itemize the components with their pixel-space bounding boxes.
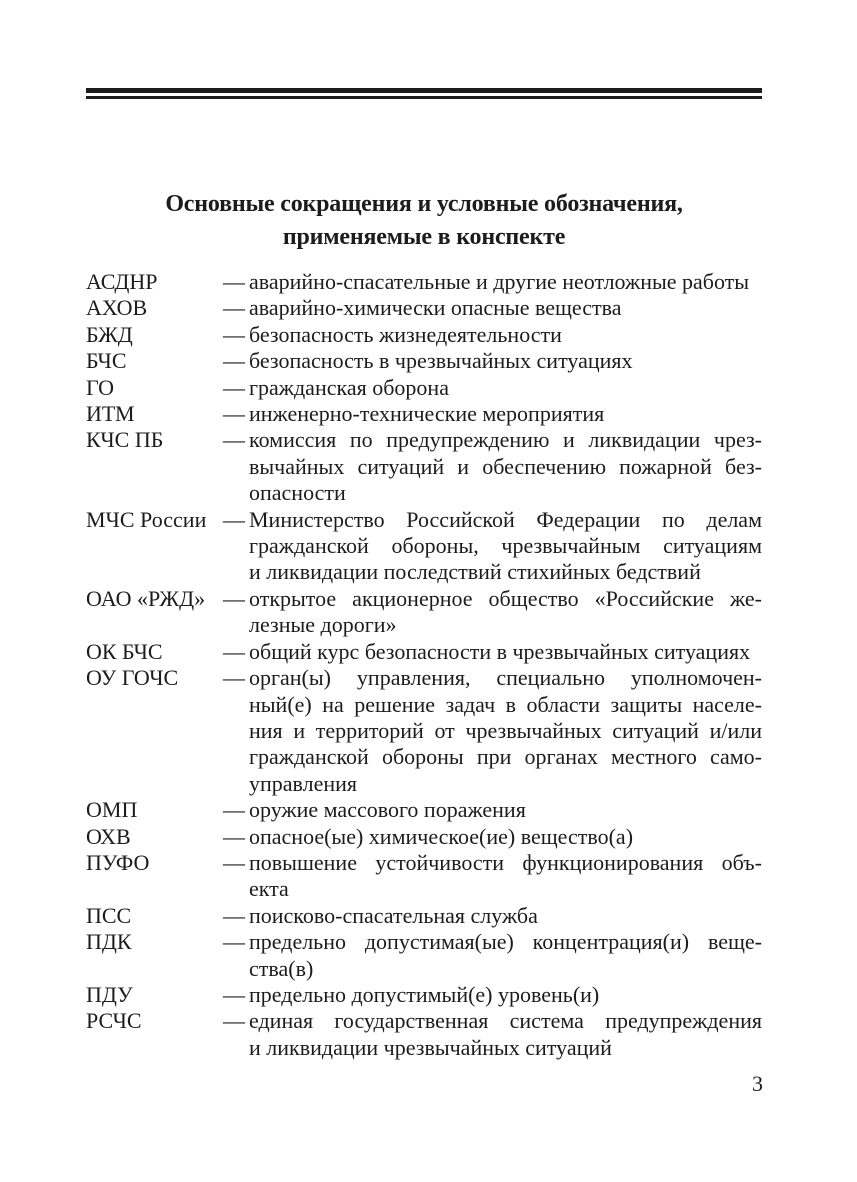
- definition-line: общий курс безопасности в чрезвычайных ситуациях: [249, 638, 751, 664]
- definition-line: оружие массового поражения: [249, 797, 526, 823]
- abbreviation-term: ОУ ГОЧС: [86, 665, 179, 691]
- title-line: применяемые в конспекте: [282, 223, 566, 250]
- dash-separator: —: [223, 427, 245, 453]
- definition-line: и ликвидации чрезвычайных ситуаций: [249, 1034, 612, 1060]
- definition-line: единая государственная система предупреждения: [249, 1008, 762, 1034]
- abbreviation-entry: [86, 929, 762, 982]
- abbreviation-term: КЧС ПБ: [86, 427, 164, 453]
- abbreviation-entry: [86, 824, 762, 850]
- decorative-double-rule: [86, 88, 762, 99]
- abbreviation-definition: [249, 929, 762, 982]
- abbreviation-entry: [86, 427, 762, 506]
- dash-separator: —: [223, 823, 245, 849]
- abbreviation-term: АХОВ: [86, 295, 148, 321]
- definition-line: ный(е) на решение задач в области защиты населе-: [249, 691, 762, 717]
- abbreviation-list: [86, 269, 762, 1061]
- abbreviation-term: ОХВ: [86, 823, 131, 849]
- abbreviation-entry: [86, 401, 762, 427]
- abbreviation-term: ПДК: [86, 929, 132, 955]
- page-title: [86, 188, 762, 253]
- abbreviation-entry: [86, 586, 762, 639]
- abbreviation-term: ОК БЧС: [86, 638, 163, 664]
- abbreviation-term: ОАО «РЖД»: [86, 585, 206, 611]
- title-line: Основные сокращения и условные обозначения,: [165, 191, 683, 217]
- definition-line: лезные дороги»: [249, 612, 397, 638]
- definition-line: орган(ы) управления, специально уполномочен-: [249, 665, 762, 691]
- abbreviation-definition: [249, 348, 762, 374]
- abbreviation-term: БЧС: [86, 348, 127, 374]
- definition-line: опасности: [249, 480, 346, 506]
- abbreviation-term: МЧС России: [86, 506, 207, 532]
- abbreviation-term: ПУФО: [86, 849, 150, 875]
- definition-line: безопасность в чрезвычайных ситуациях: [249, 348, 633, 374]
- dash-separator: —: [223, 506, 245, 532]
- dash-separator: —: [223, 269, 245, 294]
- abbreviation-entry: [86, 903, 762, 929]
- dash-separator: —: [223, 797, 245, 823]
- abbreviation-term: ОМП: [86, 797, 138, 823]
- dash-separator: —: [223, 374, 245, 400]
- dash-separator: —: [223, 981, 245, 1007]
- abbreviation-entry: [86, 982, 762, 1008]
- dash-separator: —: [223, 849, 245, 875]
- definition-line: аварийно-спасательные и другие неотложные работы: [249, 269, 750, 294]
- abbreviation-term: ГО: [86, 374, 115, 400]
- abbreviation-entry: [86, 665, 762, 797]
- definition-line: гражданская оборона: [249, 374, 449, 400]
- abbreviation-definition: [249, 322, 762, 348]
- definition-line: ния и территорий от чрезвычайных ситуаций и/или: [249, 717, 762, 743]
- abbreviation-definition: [249, 1008, 762, 1061]
- definition-line: Министерство Российской Федерации по делам: [249, 506, 762, 532]
- definition-line: поисково-спасательная служба: [249, 902, 538, 928]
- abbreviation-definition: [249, 982, 762, 1008]
- definition-line: открытое акционерное общество «Российские же-: [249, 585, 762, 611]
- abbreviation-term: ИТМ: [86, 401, 135, 427]
- dash-separator: —: [223, 348, 245, 374]
- rule-thin-line: [86, 96, 762, 99]
- abbreviation-definition: [249, 401, 762, 427]
- abbreviation-definition: [249, 375, 762, 401]
- definition-line: гражданской обороны, чрезвычайным ситуациям: [249, 533, 762, 559]
- abbreviation-definition: [249, 295, 762, 321]
- definition-line: ства(в): [249, 955, 314, 981]
- definition-line: повышение устойчивости функционирования объ-: [249, 849, 762, 875]
- page-number: 3: [752, 1071, 763, 1096]
- definition-line: предельно допустимая(ые) концентрация(и) веще-: [249, 929, 762, 955]
- dash-separator: —: [223, 321, 245, 347]
- dash-separator: —: [223, 1008, 245, 1034]
- dash-separator: —: [223, 295, 245, 321]
- definition-line: инженерно-технические мероприятия: [249, 401, 605, 427]
- definition-line: безопасность жизнедеятельности: [249, 321, 562, 347]
- definition-line: гражданской обороны при органах местного само-: [249, 744, 762, 770]
- dash-separator: —: [223, 665, 245, 691]
- abbreviation-term: ПСС: [86, 902, 132, 928]
- abbreviation-definition: [249, 427, 762, 506]
- abbreviation-definition: [249, 797, 762, 823]
- abbreviation-definition: [249, 586, 762, 639]
- definition-line: управления: [249, 770, 358, 796]
- abbreviation-term: АСДНР: [86, 269, 158, 294]
- abbreviation-term: БЖД: [86, 321, 133, 347]
- definition-line: екта: [249, 876, 289, 902]
- abbreviation-entry: [86, 322, 762, 348]
- definition-line: аварийно-химически опасные вещества: [249, 295, 622, 321]
- abbreviation-entry: [86, 797, 762, 823]
- dash-separator: —: [223, 902, 245, 928]
- abbreviation-definition: [249, 850, 762, 903]
- dash-separator: —: [223, 401, 245, 427]
- definition-line: опасное(ые) химическое(ие) вещество(а): [249, 823, 634, 849]
- dash-separator: —: [223, 929, 245, 955]
- abbreviation-entry: [86, 375, 762, 401]
- abbreviation-definition: [249, 507, 762, 586]
- definition-line: комиссия по предупреждению и ликвидации чрез-: [249, 427, 762, 453]
- abbreviation-definition: [249, 639, 762, 665]
- dash-separator: —: [223, 585, 245, 611]
- abbreviation-entry: [86, 1008, 762, 1061]
- abbreviation-definition: [249, 903, 762, 929]
- abbreviation-term: РСЧС: [86, 1008, 142, 1034]
- dash-separator: —: [223, 638, 245, 664]
- definition-line: и ликвидации последствий стихийных бедствий: [249, 559, 701, 585]
- definition-line: вычайных ситуаций и обеспечению пожарной без-: [249, 453, 762, 479]
- abbreviation-term: ПДУ: [86, 981, 133, 1007]
- abbreviation-definition: [249, 824, 762, 850]
- rule-thick-line: [86, 88, 762, 93]
- abbreviation-entry: [86, 639, 762, 665]
- definition-line: предельно допустимый(е) уровень(и): [249, 981, 600, 1007]
- abbreviation-entry: [86, 269, 762, 295]
- abbreviation-entry: [86, 850, 762, 903]
- abbreviation-definition: [249, 665, 762, 797]
- abbreviation-entry: [86, 348, 762, 374]
- abbreviation-definition: [249, 269, 762, 295]
- abbreviation-entry: [86, 507, 762, 586]
- abbreviation-entry: [86, 295, 762, 321]
